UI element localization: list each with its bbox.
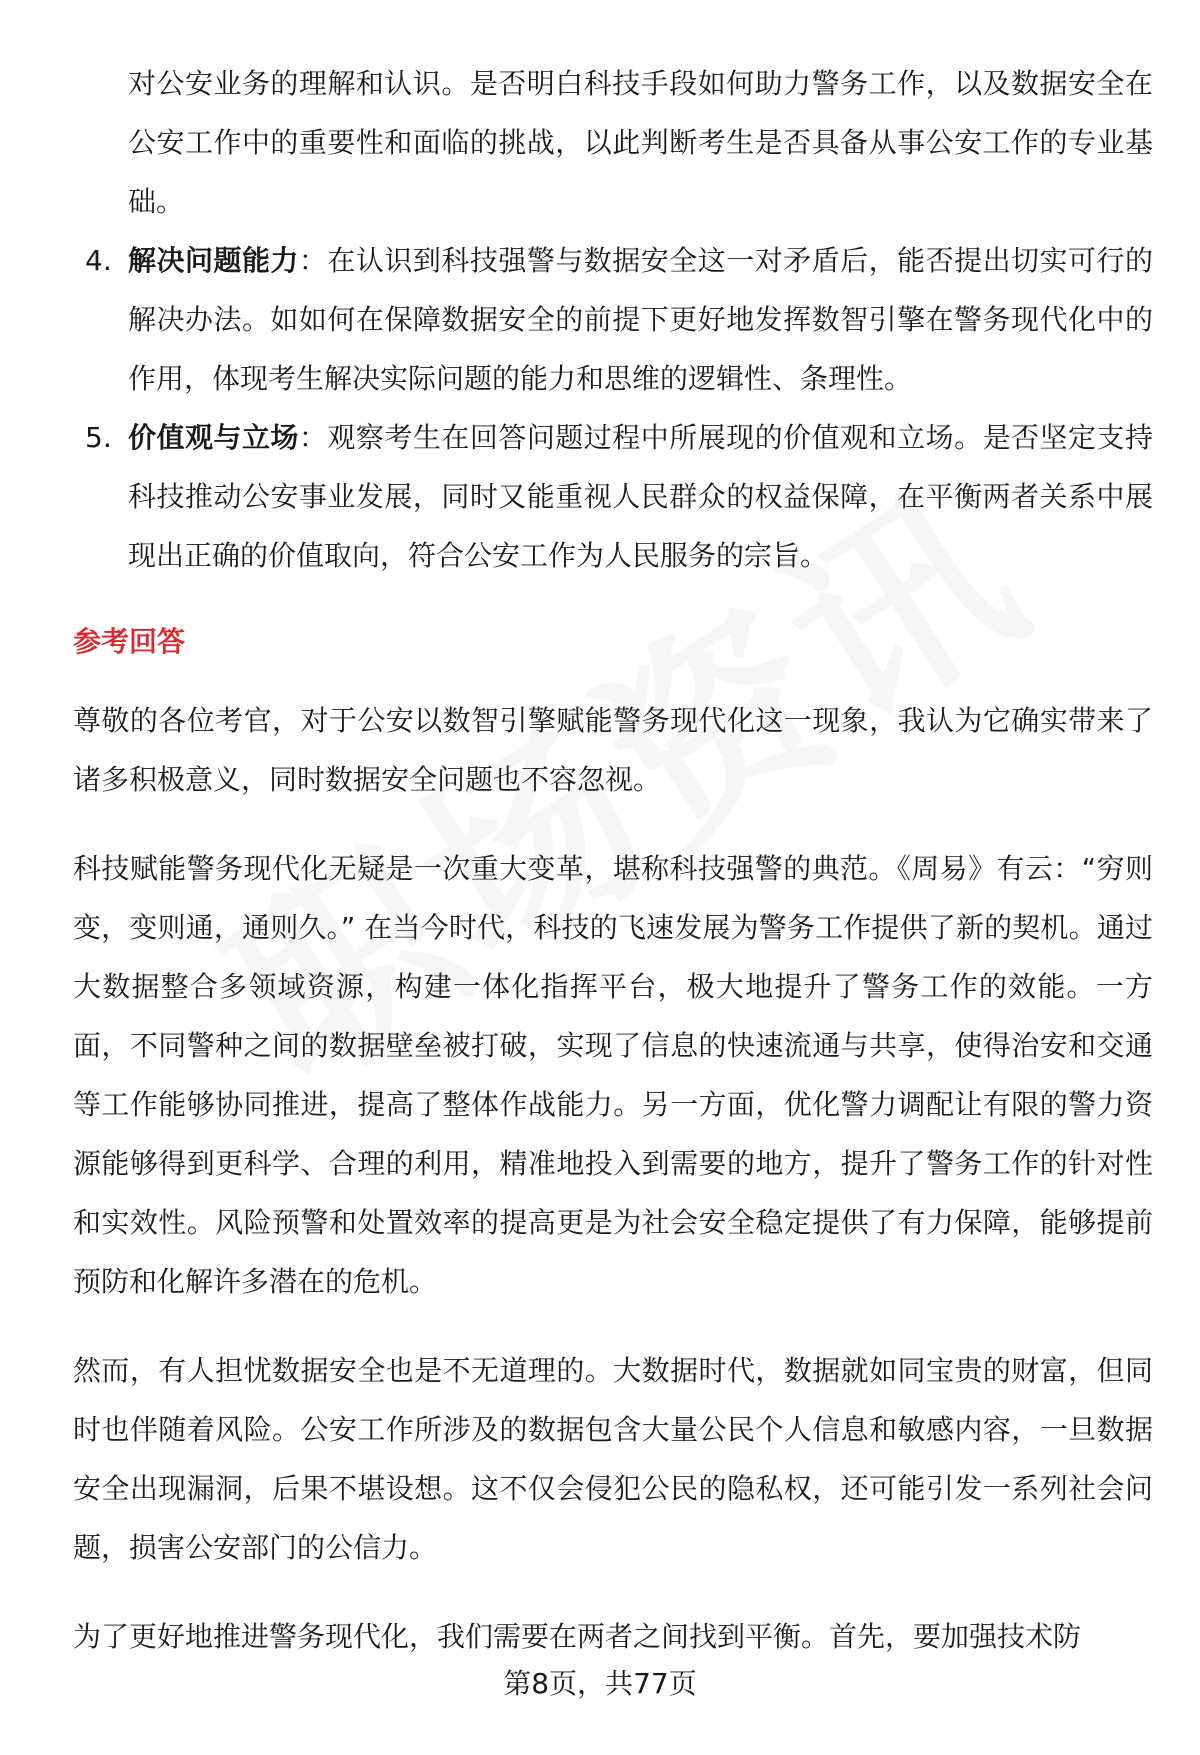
intro-paragraph: 对公安业务的理解和认识。是否明白科技手段如何助力警务工作，以及数据安全在公安工作中的重要性和面临的挑战，以此判断考生是否具备从事公安工作的专业基础。: [128, 67, 1153, 218]
list-item: [73, 408, 1153, 585]
answer-paragraph: 为了更好地推进警务现代化，我们需要在两者之间找到平衡。首先，要加强技术防: [73, 1620, 1082, 1653]
section-heading: 参考回答: [73, 625, 186, 658]
answer-paragraph: 然而，有人担忧数据安全也是不无道理的。大数据时代，数据就如同宝贵的财富，但同时也伴随着风险。公安工作所涉及的数据包含大量公民个人信息和敏感内容，一旦数据安全出现漏洞，后果不堪设想。这不仅会侵犯公民的隐私权，还可能引发一系列社会问题，损害公安部门的公信力。: [73, 1354, 1153, 1564]
page-number-footer: 第8页，共77页: [503, 1667, 697, 1700]
list-number: 5.: [85, 421, 112, 454]
criterion-separator: ：: [298, 244, 328, 277]
list-item: [73, 231, 1153, 408]
criterion-text: 在认识到科技强警与数据安全这一对矛盾后，能否提出切实可行的解决办法。如如何在保障数据安全的前提下更好地发挥数智引擎在警务现代化中的作用，体现考生解决实际问题的能力和思维的逻辑性、条理性。: [128, 244, 1153, 395]
answer-paragraph: 尊敬的各位考官，对于公安以数智引擎赋能警务现代化这一现象，我认为它确实带来了诸多积极意义，同时数据安全问题也不容忽视。: [73, 704, 1153, 796]
criterion-title: 解决问题能力: [128, 244, 299, 277]
criteria-list: [73, 231, 1153, 585]
answer-paragraph: 科技赋能警务现代化无疑是一次重大变革，堪称科技强警的典范。《周易》有云：“穷则变，变则通，通则久。” 在当今时代，科技的飞速发展为警务工作提供了新的契机。通过大数据整合多领域资源，构建一体化指挥平台，极大地提升了警务工作的效能。一方面，不同警种之间的数据壁垒被打破，实现了信息的快速流通与共享，使得治安和交通等工作能够协同推进，提高了整体作战能力。另一方面，优化警力调配让有限的警力资源能够得到更科学、合理的利用，精准地投入到需要的地方，提升了警务工作的针对性和实效性。风险预警和处置效率的提高更是为社会安全稳定提供了有力保障，能够提前预防和化解许多潜在的危机。: [73, 852, 1153, 1298]
list-number: 4.: [85, 244, 112, 277]
criterion-text: 观察考生在回答问题过程中所展现的价值观和立场。是否坚定支持科技推动公安事业发展，同时又能重视人民群众的权益保障，在平衡两者关系中展现出正确的价值取向，符合公安工作为人民服务的宗旨。: [128, 421, 1153, 572]
page-content: [73, 54, 1153, 1666]
criterion-title: 价值观与立场: [128, 421, 299, 454]
criterion-separator: ：: [298, 421, 328, 454]
